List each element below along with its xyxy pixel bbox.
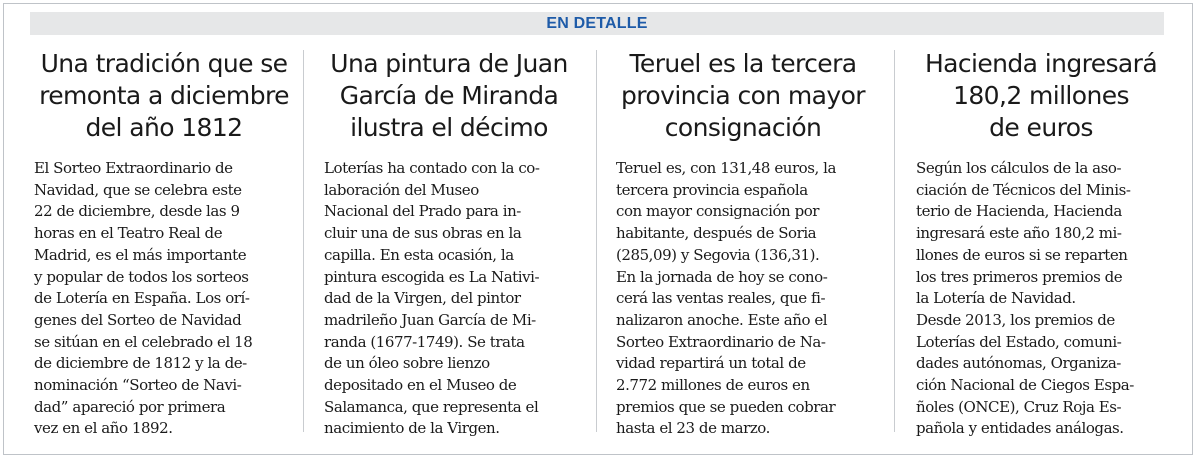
column-headline: Una pintura de Juan García de Miranda ilustra el décimo bbox=[330, 49, 568, 142]
column-teruel bbox=[610, 48, 876, 442]
column-body: Según los cálculos de la aso- ciación de Técnicos del Minis- terio de Hacienda, Hacienda ingresará este año 180,2 mi- llones de euros si se reparten los tres primeros premios de la Lotería de Navidad. Desde 2013, los premios de Loterías del Estado, comuni- dades autónomas, Organiza- ción Nacional de Ciegos Espa- ñoles (ONCE), Cruz Roja Es- pañola y entidades análogas. bbox=[916, 159, 1134, 438]
column-headline: Teruel es la tercera provincia con mayor consignación bbox=[621, 49, 865, 142]
column-headline: Una tradición que se remonta a diciembre del año 1812 bbox=[39, 49, 289, 142]
column-painting bbox=[318, 48, 580, 442]
column-divider bbox=[894, 50, 895, 432]
column-headline: Hacienda ingresará 180,2 millones de euros bbox=[924, 49, 1158, 142]
column-body: El Sorteo Extraordinario de Navidad, que se celebra este 22 de diciembre, desde las 9 horas en el Teatro Real de Madrid, es el más importante y popular de todos los sorteos de Lotería en España. Los orí- genes del Sorteo de Navidad se sitúan en el celebrado el 18 de diciembre de 1812 y la de- nominación “Sorteo de Navi- dad” apareció por primera vez en el año 1892. bbox=[34, 159, 253, 438]
section-banner bbox=[30, 12, 1164, 35]
column-divider bbox=[303, 50, 304, 432]
section-banner-label: EN DETALLE bbox=[546, 15, 648, 32]
column-body: Loterías ha contado con la co- laboración del Museo Nacional del Prado para in- cluir una de sus obras en la capilla. En esta ocasión, la pintura escogida es La Nativi- dad de la Virgen, del pintor madrileño Juan García de Mi- randa (1677-1749). Se trata de un óleo sobre lienzo depositado en el Museo de Salamanca, que representa el nacimiento de la Virgen. bbox=[324, 159, 540, 438]
column-hacienda bbox=[910, 48, 1172, 442]
column-tradition bbox=[28, 48, 300, 442]
column-divider bbox=[596, 50, 597, 432]
column-body: Teruel es, con 131,48 euros, la tercera provincia española con mayor consignación por habitante, después de Soria (285,09) y Segovia (136,31). En la jornada de hoy se cono- cerá las ventas reales, que fi- nalizaron anoche. Este año el Sorteo Extraordinario de Na- vidad repartirá un total de 2.772 millones de euros en premios que se pueden cobrar hasta el 23 de marzo. bbox=[616, 159, 836, 438]
